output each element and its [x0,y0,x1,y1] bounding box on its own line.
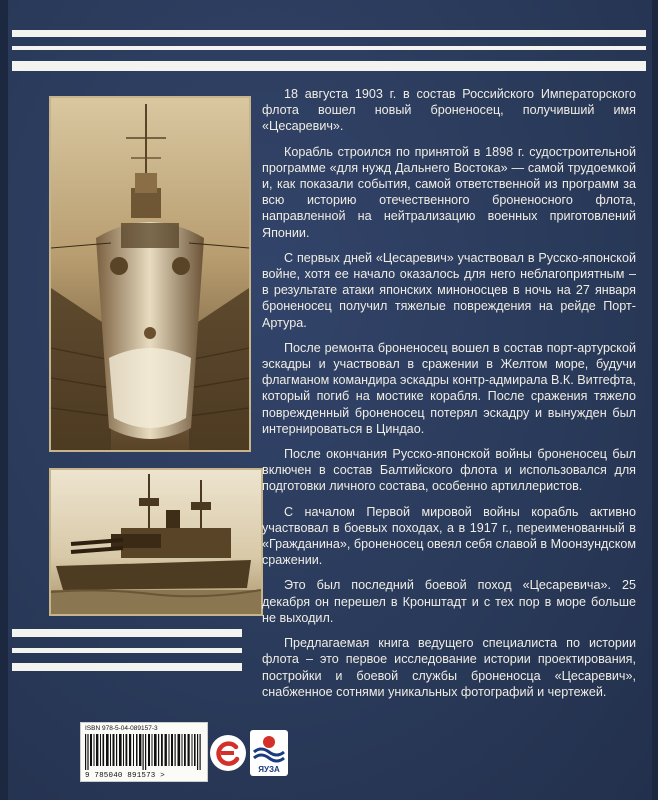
yauza-wave-icon [250,730,288,764]
isbn-barcode [80,722,208,782]
bottom-stripe-2 [12,648,242,653]
eksmo-logo-icon [210,735,246,771]
drydock-battleship-photo [49,96,251,452]
paragraph: Это был последний боевой поход «Цесаревича». 25 декабря он перешел в Кронштадт и с тех пор в море больше не выходил. [262,578,636,625]
top-stripe-1 [12,30,646,37]
barcode-digits: 9 785040 891573 > [85,772,165,780]
spine-edge [0,0,8,800]
annotation-text [262,86,636,709]
bottom-stripe-3 [12,663,242,671]
yauza-label: ЯУЗА [258,765,280,774]
paragraph: После ремонта броненосец вошел в состав порт-артурской эскадры и участвовал в сражении в Желтом море, будучи флагманом командира эскадры контр-адмирала В.К. Витгефта, который погиб на мостике корабля. После сражения тяжело поврежденный броненосец потерял эскадру и вынужден был интернироваться в Циндао. [262,340,636,436]
paragraph: Предлагаемая книга ведущего специалиста по истории флота – это первое исследование истории проектирования, постройки и боевой службы броненосца «Цесаревич», снабженное сотнями уникальных фотографий и чертежей. [262,636,636,699]
eksmo-e-icon [210,735,246,771]
paragraph: С первых дней «Цесаревич» участвовал в Русско-японской войне, хотя ее начало оказалось для него неблагоприятным – в результате атаки японских миноносцев в ночь на 27 января броненосец получил тяжелые повреждения на рейде Порт-Артура. [262,250,636,330]
paragraph: Корабль строился по принятой в 1898 г. судостроительной программе «для нужд Дальнего Востока» — самой трудоемкой и, как показали события, самой ответственной из программ за всю историю отечественного броненосного флота, направленной на нейтрализацию военных приготовлений Японии. [262,144,636,240]
paragraph: После окончания Русско-японской войны броненосец был включен в состав Балтийского флота и использовался для подготовки личного состава, особенно артиллеристов. [262,447,636,494]
battleship-at-sea-photo [49,468,263,616]
barcode-bars [85,734,203,770]
top-stripe-2 [12,46,646,50]
bottom-stripe-1 [12,629,242,637]
isbn-number: ISBN 978-5-04-089157-3 [85,725,158,732]
drydock-photo-image [51,98,249,450]
paragraph: С началом Первой мировой войны корабль активно участвовал в боевых походах, а в 1917 г., переименованный в «Гражданина», броненосец овеял себя славой в Моонзундском сражении. [262,504,637,568]
right-edge [652,0,658,800]
paragraph: 18 августа 1903 г. в состав Российского Императорского флота вошел новый броненосец, получивший имя «Цесаревич». [262,87,636,134]
sea-photo-image [51,470,261,614]
top-stripe-3 [12,61,646,71]
yauza-publisher-logo [250,730,288,776]
